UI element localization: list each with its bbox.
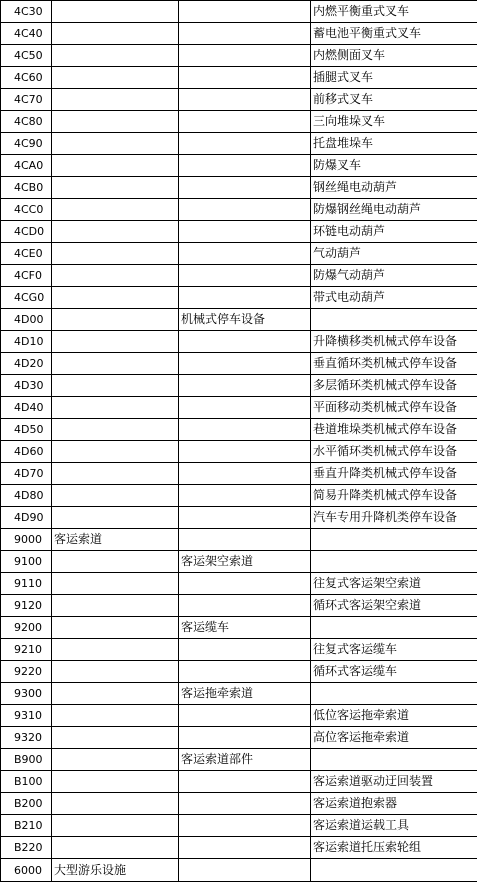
code-cell: 4C60 bbox=[1, 67, 52, 89]
subcategory-cell bbox=[179, 133, 311, 155]
category-cell bbox=[52, 595, 179, 617]
table-row bbox=[1, 177, 477, 199]
code-cell: 4C30 bbox=[1, 1, 52, 23]
table-row bbox=[1, 155, 477, 177]
category-cell bbox=[52, 815, 179, 837]
subcategory-cell bbox=[179, 111, 311, 133]
item-cell: 客运索道运载工具 bbox=[311, 815, 477, 837]
category-cell bbox=[52, 67, 179, 89]
table-row bbox=[1, 397, 477, 419]
category-cell bbox=[52, 639, 179, 661]
item-cell: 循环式客运架空索道 bbox=[311, 595, 477, 617]
subcategory-cell bbox=[179, 727, 311, 749]
category-cell bbox=[52, 199, 179, 221]
code-cell: B220 bbox=[1, 837, 52, 859]
category-cell bbox=[52, 573, 179, 595]
category-cell bbox=[52, 617, 179, 639]
table-row bbox=[1, 89, 477, 111]
subcategory-cell bbox=[179, 1, 311, 23]
category-cell bbox=[52, 771, 179, 793]
code-cell: 9220 bbox=[1, 661, 52, 683]
table-row bbox=[1, 771, 477, 793]
table-row bbox=[1, 331, 477, 353]
code-cell: 9110 bbox=[1, 573, 52, 595]
table-row bbox=[1, 287, 477, 309]
table-row bbox=[1, 463, 477, 485]
item-cell: 往复式客运缆车 bbox=[311, 639, 477, 661]
subcategory-cell bbox=[179, 243, 311, 265]
code-cell: 4C50 bbox=[1, 45, 52, 67]
item-cell: 前移式叉车 bbox=[311, 89, 477, 111]
code-cell: 4D70 bbox=[1, 463, 52, 485]
table-row bbox=[1, 67, 477, 89]
code-cell: 4D10 bbox=[1, 331, 52, 353]
code-cell: 4D90 bbox=[1, 507, 52, 529]
subcategory-cell bbox=[179, 529, 311, 551]
table-row bbox=[1, 375, 477, 397]
code-cell: 4CE0 bbox=[1, 243, 52, 265]
item-cell: 三向堆垛叉车 bbox=[311, 111, 477, 133]
item-cell bbox=[311, 683, 477, 705]
code-cell: 9120 bbox=[1, 595, 52, 617]
code-cell: 4C80 bbox=[1, 111, 52, 133]
item-cell: 蓄电池平衡重式叉车 bbox=[311, 23, 477, 45]
subcategory-cell bbox=[179, 463, 311, 485]
subcategory-cell bbox=[179, 793, 311, 815]
category-cell bbox=[52, 441, 179, 463]
table-row bbox=[1, 221, 477, 243]
item-cell bbox=[311, 551, 477, 573]
category-cell bbox=[52, 375, 179, 397]
subcategory-cell bbox=[179, 353, 311, 375]
item-cell: 客运索道抱索器 bbox=[311, 793, 477, 815]
table-row bbox=[1, 749, 477, 771]
category-cell bbox=[52, 837, 179, 859]
code-cell: 4D40 bbox=[1, 397, 52, 419]
item-cell: 防爆叉车 bbox=[311, 155, 477, 177]
item-cell: 托盘堆垛车 bbox=[311, 133, 477, 155]
table-row bbox=[1, 705, 477, 727]
table-row bbox=[1, 859, 477, 882]
category-cell bbox=[52, 507, 179, 529]
subcategory-cell bbox=[179, 639, 311, 661]
category-cell bbox=[52, 397, 179, 419]
item-cell: 客运索道驱动迂回装置 bbox=[311, 771, 477, 793]
item-cell: 钢丝绳电动葫芦 bbox=[311, 177, 477, 199]
subcategory-cell bbox=[179, 705, 311, 727]
category-cell bbox=[52, 485, 179, 507]
item-cell: 汽车专用升降机类停车设备 bbox=[311, 507, 477, 529]
code-cell: 4D50 bbox=[1, 419, 52, 441]
table-row bbox=[1, 199, 477, 221]
subcategory-cell bbox=[179, 265, 311, 287]
subcategory-cell: 客运拖牵索道 bbox=[179, 683, 311, 705]
subcategory-cell bbox=[179, 331, 311, 353]
code-cell: 9000 bbox=[1, 529, 52, 551]
subcategory-cell bbox=[179, 859, 311, 882]
code-cell: 4D20 bbox=[1, 353, 52, 375]
item-cell: 防爆气动葫芦 bbox=[311, 265, 477, 287]
table-row bbox=[1, 23, 477, 45]
category-cell bbox=[52, 331, 179, 353]
code-cell: 9320 bbox=[1, 727, 52, 749]
subcategory-cell bbox=[179, 573, 311, 595]
code-cell: 4CC0 bbox=[1, 199, 52, 221]
table-row bbox=[1, 815, 477, 837]
table-row bbox=[1, 45, 477, 67]
item-cell: 气动葫芦 bbox=[311, 243, 477, 265]
subcategory-cell bbox=[179, 661, 311, 683]
subcategory-cell: 客运架空索道 bbox=[179, 551, 311, 573]
item-cell bbox=[311, 529, 477, 551]
category-cell bbox=[52, 23, 179, 45]
item-cell: 客运索道托压索轮组 bbox=[311, 837, 477, 859]
table-row bbox=[1, 595, 477, 617]
item-cell: 插腿式叉车 bbox=[311, 67, 477, 89]
code-cell: 6000 bbox=[1, 859, 52, 882]
item-cell: 水平循环类机械式停车设备 bbox=[311, 441, 477, 463]
category-cell bbox=[52, 749, 179, 771]
item-cell: 循环式客运缆车 bbox=[311, 661, 477, 683]
subcategory-cell: 机械式停车设备 bbox=[179, 309, 311, 331]
code-cell: B900 bbox=[1, 749, 52, 771]
subcategory-cell bbox=[179, 837, 311, 859]
subcategory-cell bbox=[179, 507, 311, 529]
table-row bbox=[1, 485, 477, 507]
code-cell: 4D60 bbox=[1, 441, 52, 463]
category-cell: 大型游乐设施 bbox=[52, 859, 179, 882]
category-cell bbox=[52, 45, 179, 67]
item-cell: 垂直升降类机械式停车设备 bbox=[311, 463, 477, 485]
item-cell bbox=[311, 749, 477, 771]
subcategory-cell bbox=[179, 45, 311, 67]
code-cell: 9310 bbox=[1, 705, 52, 727]
subcategory-cell bbox=[179, 221, 311, 243]
subcategory-cell bbox=[179, 595, 311, 617]
item-cell bbox=[311, 617, 477, 639]
category-cell bbox=[52, 551, 179, 573]
item-cell: 内燃平衡重式叉车 bbox=[311, 1, 477, 23]
code-cell: 4CA0 bbox=[1, 155, 52, 177]
item-cell: 环链电动葫芦 bbox=[311, 221, 477, 243]
category-cell bbox=[52, 177, 179, 199]
category-cell bbox=[52, 661, 179, 683]
table-row bbox=[1, 639, 477, 661]
item-cell: 高位客运拖牵索道 bbox=[311, 727, 477, 749]
code-cell: B200 bbox=[1, 793, 52, 815]
subcategory-cell bbox=[179, 177, 311, 199]
category-cell bbox=[52, 353, 179, 375]
category-cell bbox=[52, 419, 179, 441]
category-cell bbox=[52, 133, 179, 155]
subcategory-cell: 客运索道部件 bbox=[179, 749, 311, 771]
item-cell: 带式电动葫芦 bbox=[311, 287, 477, 309]
table-row bbox=[1, 507, 477, 529]
code-cell: 4C40 bbox=[1, 23, 52, 45]
code-cell: 4D80 bbox=[1, 485, 52, 507]
subcategory-cell bbox=[179, 287, 311, 309]
code-cell: 9210 bbox=[1, 639, 52, 661]
subcategory-cell bbox=[179, 89, 311, 111]
table-row bbox=[1, 133, 477, 155]
code-cell: 9100 bbox=[1, 551, 52, 573]
subcategory-cell bbox=[179, 199, 311, 221]
category-cell bbox=[52, 89, 179, 111]
category-cell bbox=[52, 111, 179, 133]
item-cell: 内燃侧面叉车 bbox=[311, 45, 477, 67]
item-cell: 简易升降类机械式停车设备 bbox=[311, 485, 477, 507]
category-cell: 客运索道 bbox=[52, 529, 179, 551]
table-row bbox=[1, 573, 477, 595]
table-row bbox=[1, 309, 477, 331]
table-row bbox=[1, 265, 477, 287]
item-cell: 往复式客运架空索道 bbox=[311, 573, 477, 595]
category-cell bbox=[52, 309, 179, 331]
category-cell bbox=[52, 705, 179, 727]
table-row bbox=[1, 243, 477, 265]
category-cell bbox=[52, 683, 179, 705]
code-cell: 4CF0 bbox=[1, 265, 52, 287]
table-row bbox=[1, 529, 477, 551]
item-cell bbox=[311, 859, 477, 882]
category-cell bbox=[52, 463, 179, 485]
table-body bbox=[1, 1, 477, 882]
subcategory-cell bbox=[179, 419, 311, 441]
subcategory-cell bbox=[179, 485, 311, 507]
subcategory-cell bbox=[179, 67, 311, 89]
code-cell: 4C90 bbox=[1, 133, 52, 155]
code-cell: 4D30 bbox=[1, 375, 52, 397]
item-cell: 多层循环类机械式停车设备 bbox=[311, 375, 477, 397]
category-cell bbox=[52, 793, 179, 815]
item-cell: 垂直循环类机械式停车设备 bbox=[311, 353, 477, 375]
table-row bbox=[1, 727, 477, 749]
table-row bbox=[1, 1, 477, 23]
subcategory-cell bbox=[179, 397, 311, 419]
table-row bbox=[1, 837, 477, 859]
table-row bbox=[1, 551, 477, 573]
subcategory-cell bbox=[179, 815, 311, 837]
table-row bbox=[1, 793, 477, 815]
code-cell: B210 bbox=[1, 815, 52, 837]
table-row bbox=[1, 617, 477, 639]
code-cell: 4D00 bbox=[1, 309, 52, 331]
subcategory-cell: 客运缆车 bbox=[179, 617, 311, 639]
category-cell bbox=[52, 265, 179, 287]
code-cell: 4CB0 bbox=[1, 177, 52, 199]
code-cell: 4CG0 bbox=[1, 287, 52, 309]
category-cell bbox=[52, 243, 179, 265]
code-cell: 4C70 bbox=[1, 89, 52, 111]
category-cell bbox=[52, 221, 179, 243]
category-cell bbox=[52, 287, 179, 309]
category-cell bbox=[52, 155, 179, 177]
item-cell: 平面移动类机械式停车设备 bbox=[311, 397, 477, 419]
item-cell: 低位客运拖牵索道 bbox=[311, 705, 477, 727]
table-row bbox=[1, 353, 477, 375]
subcategory-cell bbox=[179, 155, 311, 177]
subcategory-cell bbox=[179, 23, 311, 45]
table-row bbox=[1, 111, 477, 133]
item-cell: 巷道堆垛类机械式停车设备 bbox=[311, 419, 477, 441]
table-row bbox=[1, 661, 477, 683]
category-cell bbox=[52, 727, 179, 749]
table-row bbox=[1, 441, 477, 463]
subcategory-cell bbox=[179, 375, 311, 397]
subcategory-cell bbox=[179, 771, 311, 793]
table-row bbox=[1, 419, 477, 441]
item-cell: 防爆钢丝绳电动葫芦 bbox=[311, 199, 477, 221]
code-cell: 9300 bbox=[1, 683, 52, 705]
subcategory-cell bbox=[179, 441, 311, 463]
category-cell bbox=[52, 1, 179, 23]
code-cell: 4CD0 bbox=[1, 221, 52, 243]
item-cell: 升降横移类机械式停车设备 bbox=[311, 331, 477, 353]
table-row bbox=[1, 683, 477, 705]
item-cell bbox=[311, 309, 477, 331]
code-cell: 9200 bbox=[1, 617, 52, 639]
code-cell: B100 bbox=[1, 771, 52, 793]
